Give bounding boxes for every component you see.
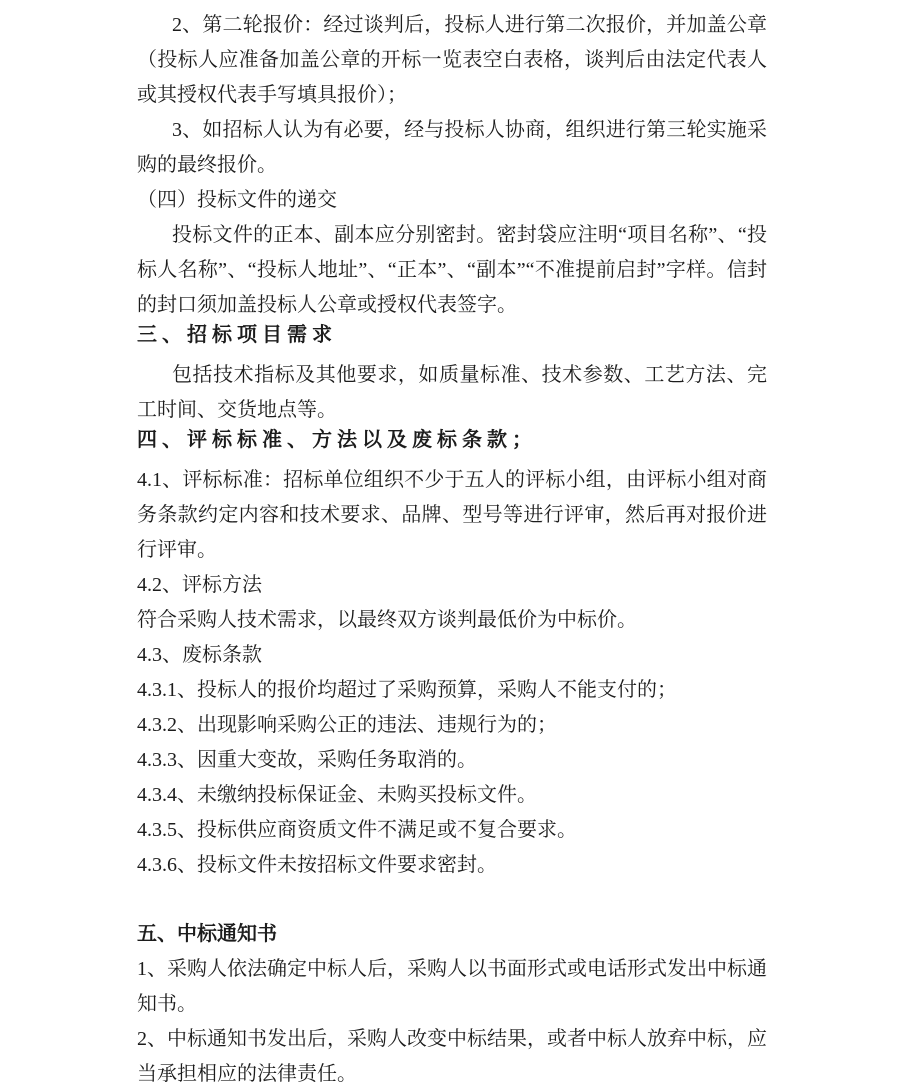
paragraph-invalid-bid-5: 4.3.5、投标供应商资质文件不满足或不复合要求。 [137,819,577,841]
paragraph-invalid-bid-4: 4.3.4、未缴纳投标保证金、未购买投标文件。 [137,784,537,806]
section-heading-award-notice: 五、中标通知书 [137,923,277,945]
paragraph-evaluation-method-body: 符合采购人技术需求，以最终双方谈判最低价为中标价。 [137,609,637,631]
blank-line-spacer [137,883,767,917]
paragraph-second-round-quote: 2、第二轮报价：经过谈判后，投标人进行第二次报价，并加盖公章（投标人应准备加盖公章的开标一览表空白表格，谈判后由法定代表人或其授权代表手写填具报价）； [137,14,767,106]
paragraph-evaluation-standard: 4.1、评标标准：招标单位组织不少于五人的评标小组，由评标小组对商务条款约定内容和技术要求、品牌、型号等进行评审，然后再对报价进行评审。 [137,469,767,561]
paragraph-award-notice-1: 1、采购人依法确定中标人后，采购人以书面形式或电话形式发出中标通知书。 [137,958,767,1015]
subsection-heading-bid-submission: （四）投标文件的递交 [137,189,337,211]
section-heading-project-requirements: 三、招标项目需求 [137,324,337,346]
paragraph-invalid-bid-2: 4.3.2、出现影响采购公正的违法、违规行为的； [137,714,557,736]
paragraph-evaluation-method-title: 4.2、评标方法 [137,574,262,596]
paragraph-award-notice-2: 2、中标通知书发出后，采购人改变中标结果，或者中标人放弃中标，应当承担相应的法律责任。 [137,1028,767,1085]
paragraph-invalid-bid-1: 4.3.1、投标人的报价均超过了采购预算，采购人不能支付的； [137,679,677,701]
paragraph-third-round-quote: 3、如招标人认为有必要，经与投标人协商，组织进行第三轮实施采购的最终报价。 [137,119,767,176]
paragraph-invalid-bid-6: 4.3.6、投标文件未按招标文件要求密封。 [137,854,497,876]
section-heading-evaluation-criteria: 四、评标标准、方法以及废标条款； [137,429,537,451]
paragraph-invalid-bid-3: 4.3.3、因重大变故，采购任务取消的。 [137,749,477,771]
paragraph-sealing-requirements: 投标文件的正本、副本应分别密封。密封袋应注明“项目名称”、“投标人名称”、“投标人地址”、“正本”、“副本”“不准提前启封”字样。信封的封口须加盖投标人公章或授权代表签字。 [137,224,767,316]
paragraph-invalid-bid-title: 4.3、废标条款 [137,644,262,666]
paragraph-technical-requirements: 包括技术指标及其他要求，如质量标准、技术参数、工艺方法、完工时间、交货地点等。 [137,364,767,421]
